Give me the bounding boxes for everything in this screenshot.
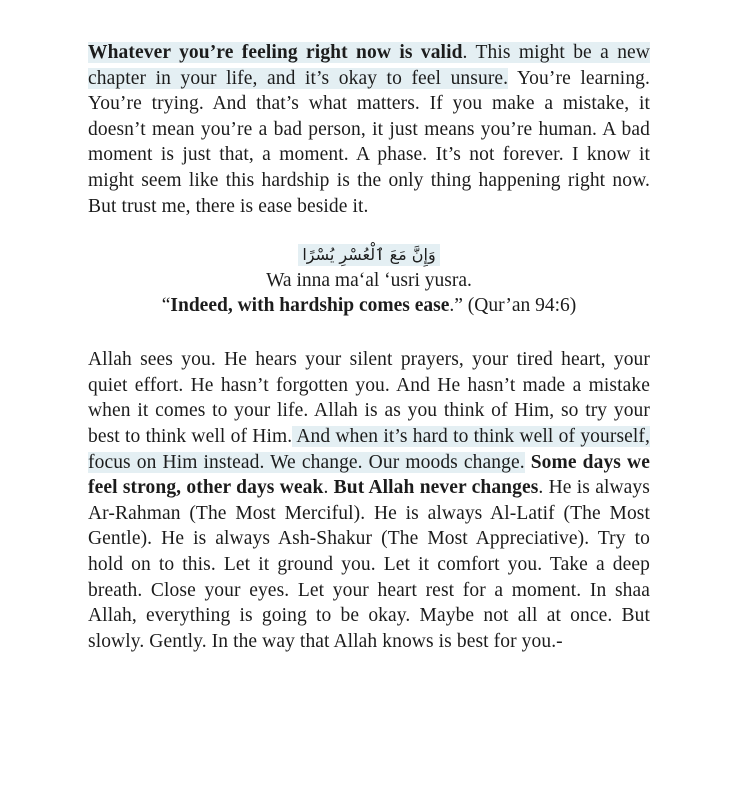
paragraph-validation (88, 40, 650, 219)
bold-lead-sentence: Whatever you’re feeling right now is valid (88, 42, 463, 63)
paragraph-allah-sees-you (88, 347, 650, 654)
quran-verse-block (88, 244, 650, 319)
verse-reference: (Qur’an 94:6) (462, 295, 577, 317)
paragraph2-end: . He is always Ar-Rahman (The Most Merciful). He is always Al-Latif (The Most Gentle). He is always Ash-Shakur (The Most Appreciative). Try to hold on to this. Let it ground you. Let it comfort you. Take a deep breath. Close your eyes. Let your heart rest for a moment. In shaa Allah, everything is going to be okay. Maybe not all at once. But slowly. Gently. In the way that Allah knows is best for you.- (88, 477, 650, 652)
paragraph2-start: Allah sees you. He hears your silent prayers, your tired heart, your quiet effort. He hasn’t forgotten you. And He hasn’t made a mistake when it comes to your life. Allah is as you think of Him, so try your best to think well of Him. (88, 349, 650, 447)
verse-transliteration: Wa inna ma‘al ‘usri yusra. (266, 270, 472, 292)
highlighted-passage-2: And when it’s hard to think well of yourself, focus on Him instead. We change. Our moods change. (88, 425, 650, 473)
arabic-verse: وَإِنَّ مَعَ ٱلْعُسْرِ يُسْرًا (298, 244, 439, 266)
bold-phrase-strong-weak: Some days we feel strong, other days weak (88, 451, 650, 499)
translation-bold: Indeed, with hardship comes ease (170, 295, 450, 317)
verse-translation (88, 293, 650, 319)
open-quote: “ (161, 295, 171, 317)
paragraph-body: You’re learning. You’re trying. And that’s what matters. If you make a mistake, it doesn’t mean you’re a bad person, it just means you’re human. A bad moment is just that, a moment. A phase. It’s not forever. I know it might seem like this hardship is the only thing happening right now. But trust me, there is ease beside it. (88, 67, 651, 217)
bold-phrase-never-changes: But Allah never changes (333, 477, 539, 499)
close-quote: .” (449, 295, 463, 317)
lead-punctuation: . (462, 42, 468, 63)
document-page (88, 40, 650, 654)
bold-separator: . (323, 477, 334, 499)
highlighted-sentence: This might be a new chapter in your life, and it’s okay to feel unsure. (88, 42, 650, 89)
